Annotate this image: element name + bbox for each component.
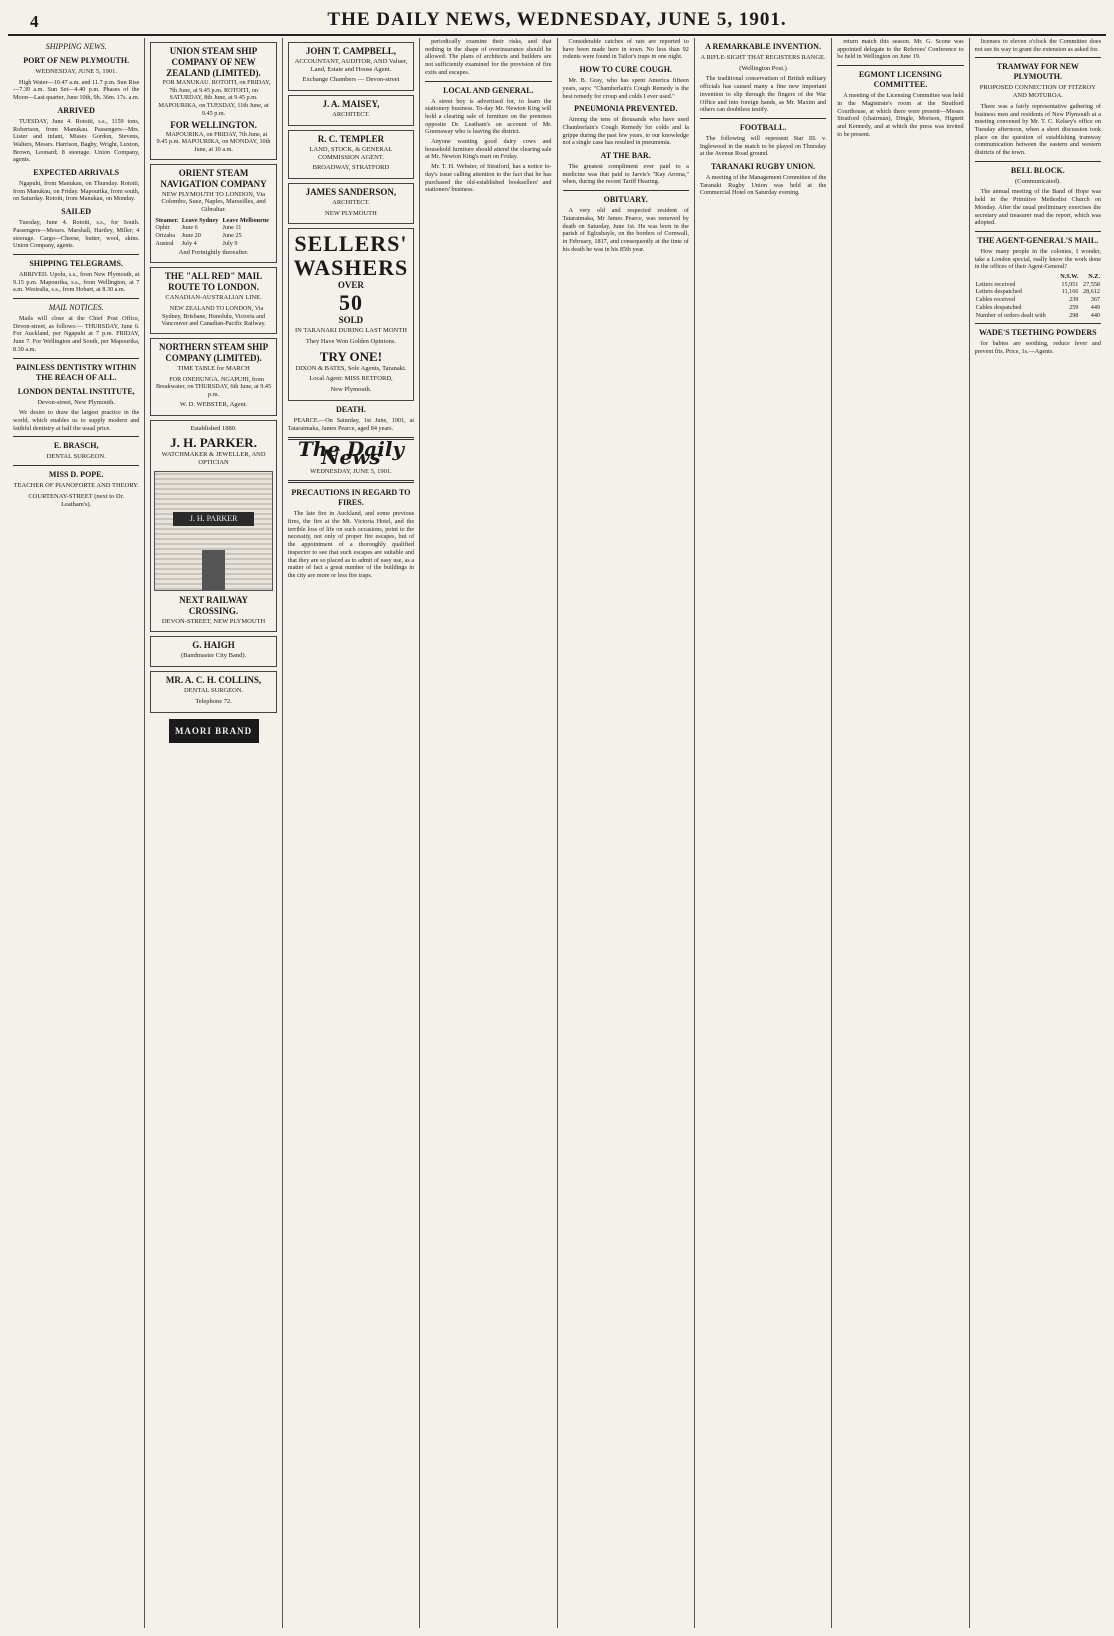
port-heading: PORT OF NEW PLYMOUTH. [23, 56, 130, 65]
sold-region: IN TARANAKI DURING LAST MONTH [294, 327, 407, 335]
agent-general-heading: THE AGENT-GENERAL'S MAIL. [977, 235, 1099, 245]
invention-heading: A REMARKABLE INVENTION. [705, 42, 821, 51]
sole-agents: DIXON & BATES, Sole Agents, Taranaki. [295, 364, 407, 372]
all-red-sub: CANADIAN-AUSTRALIAN LINE. [165, 294, 262, 302]
tide-info: High Water—10.47 a.m. and 11.7 p.m. Sun Rise—7.30 a.m. Sun Set—4.40 p.m. Phases of the Moon—Last quarter, June 10th, 9h. 36m. 17s. a.m. [13, 78, 140, 102]
table-row: Austral July 4 July 9 [155, 239, 238, 247]
sanderson-name: JAMES SANDERSON, [305, 186, 397, 197]
table-header [975, 273, 1057, 281]
all-red-heading: THE "ALL RED" MAIL ROUTE TO LONDON. [164, 271, 263, 293]
union-ad-wellington: MAPOURIKA, on FRIDAY, 7th June, at 9.45 p.m. MAPOURIKA, on MONDAY, 10th June, at 10 a.m. [156, 130, 271, 153]
column-4 [420, 38, 557, 1628]
northern-steamship-ad [150, 338, 276, 416]
opinions-line: They Have Won Golden Opinions. [305, 338, 397, 346]
sellers-washers-ad [288, 228, 414, 401]
maisey-title: ARCHITECT. [332, 111, 370, 119]
campbell-ad [288, 42, 414, 91]
bar-body: The greatest compliment ever paid to a medicine was that paid to Jarvis's "Kay Aroma," when, during the recent Tariff Hearing. [562, 163, 689, 186]
columns [8, 38, 1106, 1628]
local-paragraph: Anyone wanting good dairy cows and household furniture should attend the clearing sale at Mr. Newton King's mart on Friday. [425, 138, 552, 161]
union-steamship-ad [150, 42, 276, 160]
parker-name: J. H. PARKER. [170, 435, 257, 451]
table-header: Leave Melbourne [222, 216, 270, 224]
mail-text: Mails will close at the Chief Post Office, Devon-street, as follows:— THURSDAY, June 6. For Auckland, per Ngapuhi at 7 p.m. FRIDAY, June 7. For Wellington and South, per Mapourika, 8.30 a.m. [13, 315, 140, 353]
table-row: Cables despatched 259 449 [975, 303, 1100, 311]
licensing-continued: licenses to eleven o'clock the Committee does not see its way to grant the extension as asked for. [974, 38, 1101, 53]
orient-sailing-table [154, 217, 272, 248]
expected-text: Ngapuhi, from Manukau, on Thursday. Rotoiti, from Manukau, on Friday. Mapourika, from south, on Saturday. Rotoiti, from Manukau, on Monday. [13, 180, 140, 203]
page-title: THE DAILY NEWS, WEDNESDAY, JUNE 5, 1901. [327, 9, 787, 30]
table-header: N.Z. [1088, 273, 1100, 281]
table-row: Letters received 15,951 27,558 [975, 280, 1100, 288]
expected-heading: EXPECTED ARRIVALS [33, 168, 120, 178]
column-5 [558, 38, 695, 1628]
obituary-heading: OBITUARY. [603, 195, 648, 205]
all-red-body: NEW ZEALAND TO LONDON, Via Sydney, Brisbane, Honolulu, Victoria and Vancouver and Canadian-Pacific Railway. [161, 304, 266, 328]
editorial-date: WEDNESDAY, JUNE 5, 1901. [310, 467, 392, 475]
local-continued: Considerable catches of rats are reported to have been made here in town. No less than 92 rodents were found in Tailor's traps in one night. [562, 38, 689, 61]
rugby-union-heading: TARANAKI RUGBY UNION. [710, 162, 816, 172]
table-row: Orizaba June 20 June 25 [155, 232, 242, 240]
parker-ad [150, 420, 276, 633]
orient-ad-footer: And Fortnightly thereafter. [178, 248, 249, 256]
column-2 [145, 38, 282, 1628]
shipping-date: WEDNESDAY, JUNE 5, 1901. [35, 68, 117, 75]
table-row: Number of orders dealt with 298 440 [975, 311, 1100, 319]
local-agent: Local Agent: MISS RETFORD, [309, 375, 393, 383]
orient-ad-heading: ORIENT STEAM NAVIGATION COMPANY [160, 167, 267, 189]
bar-heading: AT THE BAR. [600, 151, 651, 161]
collins-title: DENTAL SURGEON. [183, 687, 244, 695]
haigh-name: G. HAIGH [192, 640, 235, 651]
masthead [8, 6, 1106, 36]
union-ad-manukau: FOR MANUKAU. ROTOITI, on FRIDAY, 7th June, at 9.45 p.m. ROTOITI, on SATURDAY, 8th June, at 9.45 p.m. MAPOURIKA, on TUESDAY, 11th June, at 9.45 p.m. [158, 79, 271, 117]
maisey-ad [288, 95, 414, 126]
column-7 [832, 38, 969, 1628]
licensing-body: A meeting of the Licensing Committee was held in the Magistrate's room at the Stratford Courthouse, at which there were present—Messrs Stratford (chairman), Dingle, Morison, Hignett and Kennedy, and at which the press was invited to be present. [837, 92, 964, 138]
templer-address: BROADWAY, STRATFORD [312, 164, 390, 172]
parker-street: DEVON-STREET, NEW PLYMOUTH [161, 617, 266, 625]
agent-general-table [975, 273, 1101, 319]
wades-heading: WADE'S TEETHING POWDERS [978, 328, 1097, 338]
arrived-heading: ARRIVED [57, 105, 95, 115]
local-general-heading: LOCAL AND GENERAL. [443, 85, 534, 95]
invention-body: The traditional conservatism of British military officials has caused many a fine new important invention to slip through the fingers of the War Office and into foreign hands, as Mr. Maxim and others can doubtless testify. [699, 75, 827, 114]
pneumonia-heading: PNEUMONIA PREVENTED. [574, 104, 678, 114]
brasch-title: DENTAL SURGEON. [46, 453, 106, 461]
templer-name: R. C. TEMPLER [317, 133, 385, 144]
football-heading: FOOTBALL. [739, 122, 787, 132]
licensing-heading: EGMONT LICENSING COMMITTEE. [858, 70, 943, 90]
invention-subheading: A RIFLE-SIGHT THAT REGISTERS RANGE. [700, 54, 826, 61]
bell-block-body: The annual meeting of the Band of Hope was held in the Primitive Methodist Church on Monday. After the usual preliminary exercises the secretary and treasurer read the report, which was adopted. [974, 188, 1101, 227]
northern-heading: NORTHERN STEAM SHIP COMPANY (LIMITED). [158, 342, 269, 364]
rugby-union-body: A meeting of the Management Committee of the Taranaki Rugby Union was held at the Commercial Hotel on Saturday evening. [699, 174, 827, 197]
bell-block-source: (Communicated). [1014, 177, 1061, 185]
cough-body: Mr. B. Gray, who has spent America fifteen years, says: "Chamberlain's Cough Remedy is the best remedy for croup and colds I ever used." [562, 77, 689, 100]
maori-brand-logo: MAORI BRAND [169, 719, 259, 743]
column-8 [970, 38, 1106, 1628]
tramway-body: There was a fairly representative gathering of business men and residents of New Plymouth at a meeting convened by Mr. T. C. Kelsey's office on Tuesday afternoon, when a short discussion took place on the question of establishing tramway communication between the eastern and western districts of the town. [974, 102, 1101, 157]
collins-telephone: Telephone 72. [195, 697, 232, 705]
brasch-name: E. BRASCH, [53, 441, 99, 451]
rugby-continued: return match this season. Mr. G. Scone was appointed delegate to the Referees' Conference to be held in Wellington on June 19. [837, 38, 964, 61]
campbell-name: JOHN T. CAMPBELL, [305, 46, 397, 56]
column-1 [8, 38, 145, 1628]
table-row: Ophir June 6 June 11 [155, 224, 242, 232]
shop-sign: J. H. PARKER [173, 512, 253, 526]
union-ad-heading: UNION STEAM SHIP COMPANY OF NEW ZEALAND (LIMITED). [166, 46, 261, 78]
sold-count: 50 [338, 290, 363, 316]
tramway-subheading: PROPOSED CONNECTION OF FITZROY AND MOTUROA. [979, 84, 1096, 100]
death-heading: DEATH. [336, 404, 366, 414]
local-agent-town: New Plymouth. [330, 386, 372, 394]
dentistry-heading: PAINLESS DENTISTRY WITHIN THE REACH OF ALL. [16, 362, 137, 382]
column-3 [283, 38, 420, 1628]
sanderson-title: ARCHITECT. [332, 198, 370, 206]
agent-general-body: How many people in the colonies, I wonder, take a London special, really know the work done in the offices of their Agent-General? [974, 247, 1101, 271]
newspaper-nameplate: The Daily News [297, 437, 405, 469]
pope-name: MISS D. POPE. [48, 470, 104, 480]
templer-title: LAND, STOCK, & GENERAL COMMISSION AGENT. [309, 145, 393, 161]
northern-sub: TIME TABLE for MARCH [177, 365, 250, 373]
over-label: OVER [337, 280, 364, 291]
tramway-heading: TRAMWAY FOR NEW PLYMOUTH. [996, 62, 1079, 82]
death-notice: PEARCE.—On Saturday, 1st June, 1901, at Tataraimaka, James Pearce, aged 84 years. [287, 416, 415, 432]
sanderson-ad [288, 183, 414, 224]
parker-location: NEXT RAILWAY CROSSING. [179, 594, 249, 616]
cough-heading: HOW TO CURE COUGH. [579, 65, 672, 75]
invention-source: (Wellington Post.) [739, 64, 787, 72]
sailed-text: Tuesday, June 4. Rotoiti, s.s., for South. Passengers—Messrs. Marshall, Hartley, Miller; 4 steerage. Cargo—Cheese, butter, wool, skins. Union Company, agents. [13, 219, 140, 250]
parker-trade: WATCHMAKER & JEWELLER, AND OPTICIAN [161, 451, 266, 466]
football-body: The following will represent Star III. v. Inglewood in the match to be played on Thursday at the Avenue Road ground. [699, 134, 827, 158]
editorial-heading: PRECAUTIONS IN REGARD TO FIRES. [291, 488, 411, 508]
haigh-sub: (Bandmaster City Band). [180, 652, 247, 660]
column-6 [695, 38, 832, 1628]
table-row: Cables received 239 367 [975, 296, 1100, 304]
telegrams-text: ARRIVED. Upolu, s.s., from New Plymouth, at 9.15 p.m. Mapourika, s.s., from Wellington, at 7 a.m. Westralia, s.s., from Hobart, at 8.30 a.m. [13, 270, 140, 294]
table-header: Steamer. [155, 216, 179, 224]
local-paragraph: A street boy is advertised for, to learn the stationery business. To-day Mr. Newton King will hold a clearing sale of furniture on the premises opposite Dr. Leatham's on account of Mr. Greenaway who is leaving the district. [425, 97, 552, 136]
wades-body: for babies are soothing, reduce fever and prevent fits. Price, 1s.—Agents. [974, 340, 1101, 355]
try-one-label: TRY ONE! [319, 348, 383, 364]
sellers-heading: SELLERS' [294, 231, 408, 257]
washers-heading: WASHERS [293, 255, 409, 281]
mail-heading: MAIL NOTICES. [48, 303, 104, 313]
campbell-address: Exchange Chambers — Devon-street [302, 76, 400, 84]
collins-name: MR. A. C. H. COLLINS, [165, 675, 262, 686]
table-header: Leave Sydney [181, 216, 219, 224]
templer-ad [288, 130, 414, 179]
shipping-heading: SHIPPING NEWS. [45, 42, 107, 51]
dental-institute-address: Devon-street, New Plymouth. [37, 398, 115, 406]
sailed-heading: SAILED [61, 207, 92, 217]
pope-title: TEACHER OF PIANOFORTE AND THEORY. [13, 482, 139, 490]
haigh-ad [150, 636, 276, 667]
telegrams-heading: SHIPPING TELEGRAMS. [29, 258, 124, 268]
collins-ad [150, 671, 276, 712]
northern-body: FOR ONEHUNGA. NGAPUHI, from Breakwater, on THURSDAY, 6th June, at 9.45 p.m. [155, 375, 272, 399]
editorial-body: The late fire in Auckland, and some previous fires, the fire at the Mt. Victoria Hotel, and the terrible loss of life on such occasions, point to the necessity, not only of proper fire escapes, but of the appointment of a thoroughly qualified inspector to see that such escapes are suitable and that they are so placed as to admit of easy use, as a matter of fact a great number of the buildings in the city are more or less fire traps. [287, 510, 415, 579]
sanderson-town: NEW PLYMOUTH [325, 209, 377, 217]
maisey-name: J. A. MAISEY, [322, 99, 380, 110]
pneumonia-body: Among the tens of thousands who have used Chamberlain's Cough Remedy for colds and la grippe during the past few years, to our knowledge not a single case has resulted in pneumonia. [562, 116, 689, 147]
table-row: Letters despatched 11,166 28,612 [975, 288, 1100, 296]
orient-ad-route: NEW PLYMOUTH TO LONDON, Via Colombo, Suez, Naples, Marseilles, and Gibraltar. [161, 190, 266, 214]
bell-block-heading: BELL BLOCK. [1010, 165, 1065, 175]
pope-address: COURTENAY-STREET (next to Dr. Leatham's). [28, 492, 125, 508]
local-paragraph: Mr. T. H. Webster, of Stratford, has a notice to-day's issue calling attention to the fact that he has purchased the old-established booksellers' and stationers' business. [425, 163, 552, 194]
northern-agent: W. D. WEBSTER, Agent. [179, 400, 248, 408]
orient-ad [150, 164, 276, 264]
sold-label: SOLD [338, 315, 364, 326]
parker-established: Established 1880. [190, 424, 237, 432]
all-red-ad [150, 267, 276, 334]
table-header: N.S.W. [1060, 273, 1079, 281]
page-number: 4 [30, 12, 39, 31]
union-ad-wellington-heading: FOR WELLINGTON. [170, 119, 257, 130]
editorial-continued: periodically examine their risks, and that nothing in the shape of overinsurance should be allowed. The plans of architects and builders are not sufficiently examined for the provision of fire exits and escapes. [425, 38, 552, 76]
campbell-title: ACCOUNTANT, AUDITOR, AND Valuer, Land, Estate and House Agent. [294, 58, 408, 73]
dental-body: We desire to draw the largest practice in the world, which enables us to supply modern and faithful dentistry at half the usual price. [13, 409, 140, 432]
obituary-body: A very old and respected resident of Tataraimaka, Mr James Pearce, was removed by death on Saturday, June 1st. He was born in the parish of Egloshayle, on the borders of Cornwall, in February, 1817, and consequently at the time of his death he was in his 85th year. [562, 207, 689, 253]
dental-institute-name: LONDON DENTAL INSTITUTE, [17, 386, 135, 396]
shopfront-illustration [154, 471, 272, 591]
arrived-text: TUESDAY, June 4. Rotoiti, s.s., 1159 tons, Robertson, from Manukau. Passengers—Mrs. Lister and infant, Misses Gordon, Stevens, Walters, Messrs. Harrison, Bagby, Wright, Luxton, Brown, Leonard; 8 steerage. Union Company, agents. [13, 117, 140, 164]
